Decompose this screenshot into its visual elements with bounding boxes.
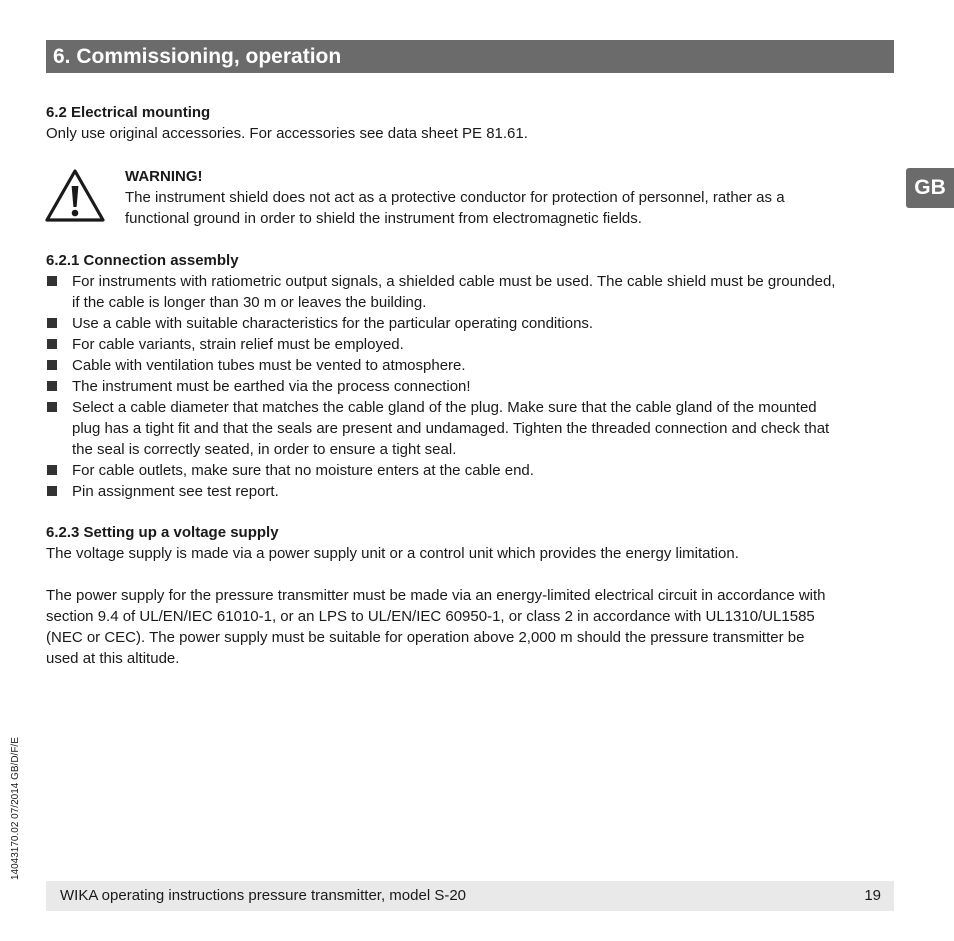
- section-heading-6-2-3: 6.2.3 Setting up a voltage supply: [46, 524, 279, 541]
- list-item: [46, 376, 896, 397]
- bullet-square-icon: [47, 381, 57, 391]
- list-item: [46, 355, 896, 376]
- list-item: [46, 271, 896, 313]
- list-item-line: Pin assignment see test report.: [72, 483, 279, 500]
- footer-text: WIKA operating instructions pressure transmitter, model S-20: [60, 887, 467, 904]
- list-item-line: For instruments with ratiometric output signals, a shielded cable must be used. The cable shield must be grounded,: [72, 273, 836, 290]
- section-heading-6-2: 6.2 Electrical mounting: [46, 104, 211, 121]
- list-item-line: Select a cable diameter that matches the cable gland of the plug. Make sure that the cable gland of the mounted: [72, 399, 817, 416]
- page-title: 6. Commissioning, operation: [53, 45, 342, 68]
- list-item-line: For cable outlets, make sure that no moisture enters at the cable end.: [72, 462, 534, 479]
- list-item: [46, 481, 896, 502]
- paragraph-line: section 9.4 of UL/EN/IEC 61010-1, or an LPS to UL/EN/IEC 60950-1, or class 2 in accordance with UL1310/UL1585: [46, 608, 815, 625]
- bullet-square-icon: [47, 360, 57, 370]
- list-item: [46, 313, 896, 334]
- bullet-square-icon: [47, 402, 57, 412]
- bullet-square-icon: [47, 339, 57, 349]
- warning-line: The instrument shield does not act as a protective conductor for protection of personnel, rather as a: [125, 189, 785, 206]
- list-item-line: plug has a tight fit and that the seals are present and undamaged. Tighten the threaded connection and check that: [72, 420, 830, 437]
- bullet-square-icon: [47, 318, 57, 328]
- warning-title: WARNING!: [125, 168, 203, 185]
- warning-triangle-icon: [45, 169, 105, 222]
- list-item-line: The instrument must be earthed via the process connection!: [72, 378, 471, 395]
- page-number: 19: [864, 887, 881, 904]
- bullet-square-icon: [47, 465, 57, 475]
- paragraph-line: used at this altitude.: [46, 650, 180, 667]
- paragraph-line: The power supply for the pressure transmitter must be made via an energy-limited electrical circuit in accordance with: [46, 587, 826, 604]
- language-tab: GB: [906, 168, 954, 208]
- warning-text: [125, 187, 895, 229]
- list-item-line: Use a cable with suitable characteristics for the particular operating conditions.: [72, 315, 594, 332]
- section-header-bar: [46, 40, 894, 73]
- list-item-line: For cable variants, strain relief must be employed.: [72, 336, 404, 353]
- footer-bar: [46, 881, 894, 911]
- bullet-square-icon: [47, 486, 57, 496]
- connection-assembly-list: [46, 271, 896, 502]
- document-code: 14043170.02 07/2014 GB/D/F/E: [10, 737, 21, 880]
- section-6-2-3-text: The voltage supply is made via a power supply unit or a control unit which provides the energy limitation.: [46, 545, 739, 562]
- list-item-line: if the cable is longer than 30 m or leaves the building.: [72, 294, 427, 311]
- section-heading-6-2-1: 6.2.1 Connection assembly: [46, 252, 239, 269]
- paragraph-line: (NEC or CEC). The power supply must be suitable for operation above 2,000 m should the pressure transmitter be: [46, 629, 805, 646]
- power-supply-paragraph: [46, 585, 896, 669]
- bullet-square-icon: [47, 276, 57, 286]
- list-item: [46, 334, 896, 355]
- list-item: [46, 397, 896, 460]
- section-6-2-text: Only use original accessories. For accessories see data sheet PE 81.61.: [46, 125, 528, 142]
- warning-line: functional ground in order to shield the instrument from electromagnetic fields.: [125, 210, 642, 227]
- list-item-line: Cable with ventilation tubes must be vented to atmosphere.: [72, 357, 466, 374]
- list-item-line: the seal is correctly seated, in order to ensure a tight seal.: [72, 441, 457, 458]
- list-item: [46, 460, 896, 481]
